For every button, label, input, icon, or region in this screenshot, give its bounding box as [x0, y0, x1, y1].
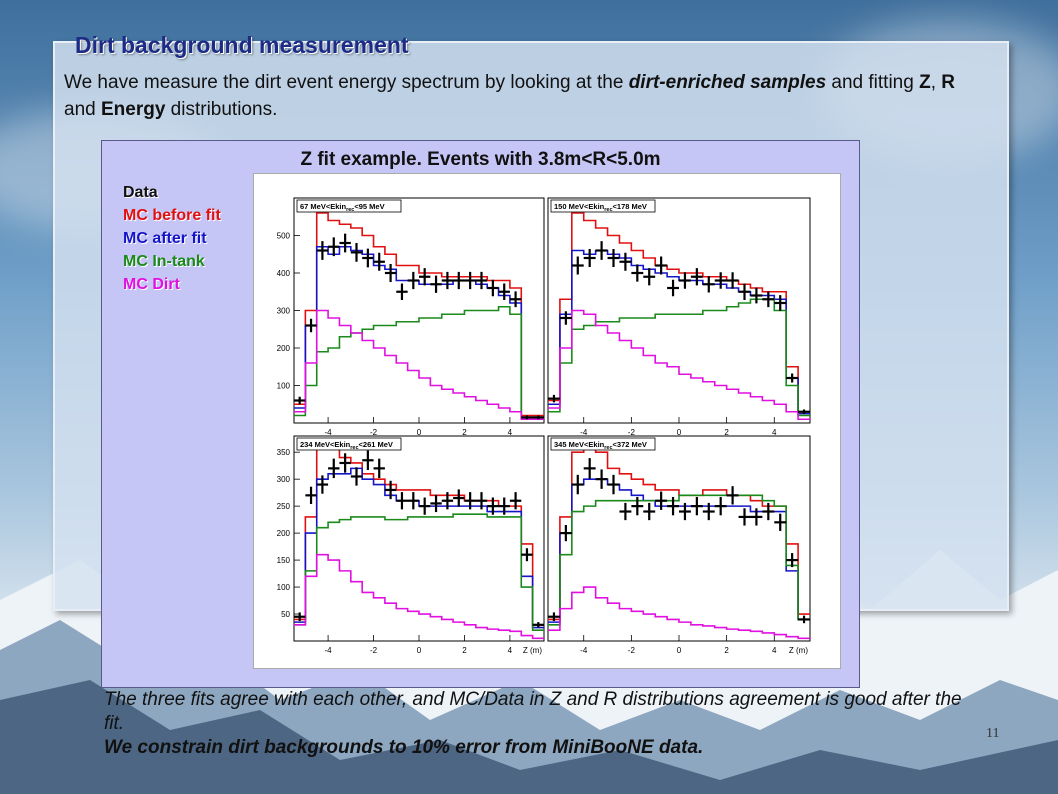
data-point: [560, 311, 572, 325]
intro-text: [64, 69, 964, 123]
data-point: [533, 622, 544, 627]
panel-energy-label: [297, 200, 401, 213]
data-point: [396, 284, 407, 301]
x-axis-label: Z (m): [788, 646, 808, 655]
y-tick-label: 300: [276, 475, 290, 485]
data-point: [596, 241, 608, 260]
footer-line-1: The three fits agree with each other, and MC/Data in Z and R distributions agreement is good after the fit.: [104, 689, 962, 734]
data-point: [655, 257, 667, 275]
histogram-panel: [277, 436, 544, 655]
data-point: [521, 548, 532, 561]
data-point: [798, 616, 810, 624]
x-tick-label: -2: [627, 428, 635, 437]
series-line: [294, 468, 544, 627]
data-point: [385, 264, 396, 282]
data-point: [328, 459, 339, 478]
x-tick-label: 4: [772, 428, 777, 437]
y-tick-label: 500: [276, 231, 290, 241]
data-point: [510, 291, 521, 307]
data-point: [691, 497, 703, 515]
legend-item-mc-after-fit: MC after fit: [123, 230, 207, 247]
x-tick-label: 0: [416, 428, 422, 437]
panel-label-post: <178 MeV: [612, 202, 647, 211]
data-point: [453, 489, 464, 506]
data-point: [786, 374, 798, 383]
page-number: 11: [986, 726, 1000, 741]
intro-segment: ,: [930, 72, 942, 93]
legend-item-mc-dirt: MC Dirt: [123, 276, 180, 293]
histogram-panel: [277, 198, 544, 437]
panel-label-post: <95 MeV: [354, 202, 385, 211]
data-point: [374, 253, 385, 271]
data-point: [408, 492, 419, 509]
data-point: [643, 268, 655, 285]
x-tick-label: 0: [676, 428, 682, 437]
y-tick-label: 350: [276, 448, 290, 458]
x-tick-label: -2: [369, 428, 378, 437]
series-line: [548, 311, 810, 420]
footer-line-2: We constrain dirt backgrounds to 10% error from MiniBooNE data.: [104, 737, 704, 758]
x-tick-label: 2: [724, 646, 729, 655]
data-point: [453, 272, 464, 289]
y-tick-label: 300: [276, 306, 290, 316]
x-tick-label: -4: [580, 646, 588, 655]
panel-energy-label: [551, 438, 655, 451]
data-point: [691, 268, 703, 285]
data-point: [643, 503, 655, 520]
data-point: [487, 280, 498, 297]
x-tick-label: -4: [324, 646, 332, 655]
histogram-panel: [548, 436, 810, 655]
series-line: [294, 555, 544, 639]
panel-axes-frame: [548, 198, 810, 423]
x-tick-label: 2: [462, 646, 467, 655]
panel-label-post: <261 MeV: [358, 440, 393, 449]
x-tick-label: 4: [772, 646, 777, 655]
data-point: [328, 237, 339, 256]
series-line: [294, 307, 544, 420]
data-point: [715, 497, 727, 515]
panel-label-sub: rec: [604, 445, 613, 451]
panel-label-pre: 67 MeV<Ekin: [300, 202, 347, 211]
x-tick-label: 0: [416, 646, 422, 655]
legend-item-data: Data: [123, 184, 158, 201]
panel-label-sub: rec: [604, 207, 613, 213]
panel-label-post: <372 MeV: [612, 440, 647, 449]
histogram-panel: [548, 198, 810, 437]
data-point: [305, 319, 316, 333]
figure-box: [101, 140, 860, 688]
legend-item-mc-in-tank: MC In-tank: [123, 253, 205, 270]
data-point: [679, 272, 691, 289]
data-point: [317, 241, 328, 260]
footer-text: [104, 688, 964, 760]
series-line: [548, 587, 810, 638]
intro-segment: and: [64, 99, 101, 120]
data-point: [294, 397, 305, 405]
data-point: [351, 467, 362, 485]
data-point: [608, 475, 620, 494]
x-tick-label: 4: [507, 646, 513, 655]
legend: [123, 181, 221, 296]
figure-title: Z fit example. Events with 3.8m<R<5.0m: [300, 149, 661, 170]
data-point: [584, 249, 596, 267]
data-point: [667, 497, 679, 515]
series-line: [548, 495, 810, 624]
chart-frame: [253, 173, 841, 669]
x-tick-label: 0: [676, 646, 682, 655]
intro-segment: R: [941, 72, 955, 93]
data-point: [464, 272, 475, 289]
data-point: [750, 288, 762, 304]
y-tick-label: 100: [276, 583, 290, 593]
series-line: [294, 213, 544, 416]
data-point: [362, 451, 373, 470]
histogram-grid: [254, 174, 840, 668]
data-point: [385, 481, 396, 499]
data-point: [430, 276, 441, 293]
x-tick-label: 4: [507, 428, 513, 437]
series-line: [548, 299, 810, 415]
panel-axes-frame: [294, 198, 544, 423]
x-tick-label: 2: [462, 428, 467, 437]
data-point: [419, 268, 430, 285]
data-point: [739, 284, 751, 301]
data-point: [631, 497, 643, 515]
intro-segment: We have measure the dirt event energy spectrum by looking at the: [64, 72, 629, 93]
intro-segment: and fitting: [826, 72, 920, 93]
legend-item-mc-before-fit: MC before fit: [123, 207, 221, 224]
data-point: [774, 295, 786, 311]
x-tick-label: -4: [324, 428, 332, 437]
panel-label-pre: 150 MeV<Ekin: [554, 202, 605, 211]
data-point: [584, 458, 596, 479]
x-tick-label: -2: [627, 646, 635, 655]
series-line: [548, 251, 810, 414]
panel-energy-label: [551, 200, 655, 213]
data-point: [572, 475, 584, 494]
data-point: [703, 276, 715, 293]
data-point: [727, 486, 739, 504]
panel-label-sub: rec: [346, 207, 355, 213]
data-point: [619, 253, 631, 271]
data-point: [305, 487, 316, 504]
data-point: [572, 257, 584, 275]
data-point: [476, 272, 487, 289]
series-line: [548, 447, 810, 620]
data-point: [619, 503, 631, 520]
series-line: [294, 311, 544, 420]
slide-title: Dirt background measurement: [75, 32, 409, 58]
data-point: [374, 459, 385, 478]
data-point: [655, 492, 667, 510]
data-point: [396, 492, 407, 509]
y-tick-label: 150: [276, 556, 290, 566]
panel-energy-label: [297, 438, 401, 451]
data-point: [667, 280, 679, 297]
data-point: [408, 272, 419, 289]
panel-label-pre: 345 MeV<Ekin: [554, 440, 605, 449]
data-point: [608, 249, 620, 267]
data-point: [560, 525, 572, 541]
intro-segment: dirt-enriched samples: [628, 72, 827, 93]
data-point: [727, 272, 739, 289]
data-point: [762, 291, 774, 307]
intro-segment: distributions.: [165, 99, 278, 120]
y-tick-label: 250: [276, 502, 290, 512]
series-line: [548, 213, 810, 412]
data-point: [362, 249, 373, 268]
x-axis-label: Z (m): [522, 646, 542, 655]
panel-label-pre: 234 MeV<Ekin: [300, 440, 351, 449]
panel-axes-frame: [548, 436, 810, 641]
data-point: [419, 498, 430, 515]
y-tick-label: 400: [276, 269, 290, 278]
data-point: [339, 234, 350, 253]
data-point: [317, 475, 328, 493]
data-point: [351, 243, 362, 262]
data-point: [596, 469, 608, 488]
data-point: [774, 514, 786, 531]
x-tick-label: 2: [724, 428, 729, 437]
y-tick-label: 100: [276, 381, 290, 391]
data-point: [442, 272, 453, 289]
intro-segment: Energy: [100, 99, 166, 120]
y-tick-label: 50: [281, 610, 290, 620]
y-tick-label: 200: [276, 529, 290, 539]
data-point: [339, 453, 350, 472]
data-point: [715, 272, 727, 289]
data-point: [739, 508, 751, 525]
data-point: [430, 495, 441, 512]
x-tick-label: -2: [369, 646, 378, 655]
y-tick-label: 200: [276, 344, 290, 353]
data-point: [631, 264, 643, 281]
panel-axes-frame: [294, 436, 544, 641]
panel-label-sub: rec: [350, 445, 359, 451]
data-point: [499, 284, 510, 301]
intro-segment: Z: [919, 72, 931, 93]
x-tick-label: -4: [580, 428, 588, 437]
